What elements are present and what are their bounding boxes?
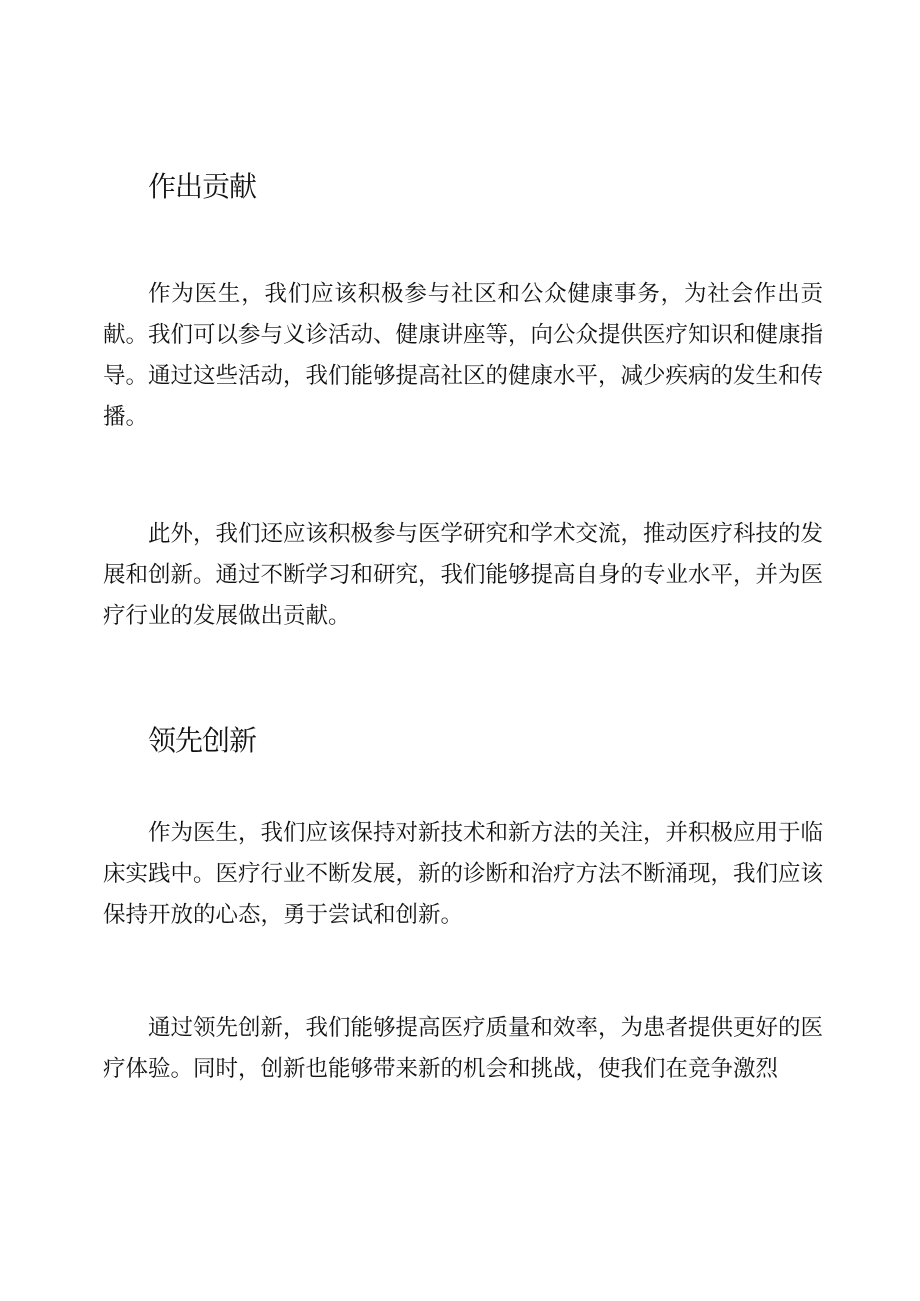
section-heading-innovation: 领先创新	[148, 724, 257, 757]
paragraph-leading-innovation: 通过领先创新，我们能够提高医疗质量和效率，为患者提供更好的医疗体验。同时，创新也能够带来新的机会和挑战，使我们在竞争激烈	[103, 1015, 824, 1082]
section-heading-contribution: 作出贡献	[148, 170, 257, 203]
paragraph-research-exchange: 此外，我们还应该积极参与医学研究和学术交流，推动医疗科技的发展和创新。通过不断学习和研究，我们能够提高自身的专业水平，并为医疗行业的发展做出贡献。	[103, 521, 824, 629]
paragraph-community-health: 作为医生，我们应该积极参与社区和公众健康事务，为社会作出贡献。我们可以参与义诊活动、健康讲座等，向公众提供医疗知识和健康指导。通过这些活动，我们能够提高社区的健康水平，减少疾病的发生和传播。	[103, 281, 824, 430]
paragraph-new-technology: 作为医生，我们应该保持对新技术和新方法的关注，并积极应用于临床实践中。医疗行业不断发展，新的诊断和治疗方法不断涌现，我们应该保持开放的心态，勇于尝试和创新。	[103, 820, 824, 928]
